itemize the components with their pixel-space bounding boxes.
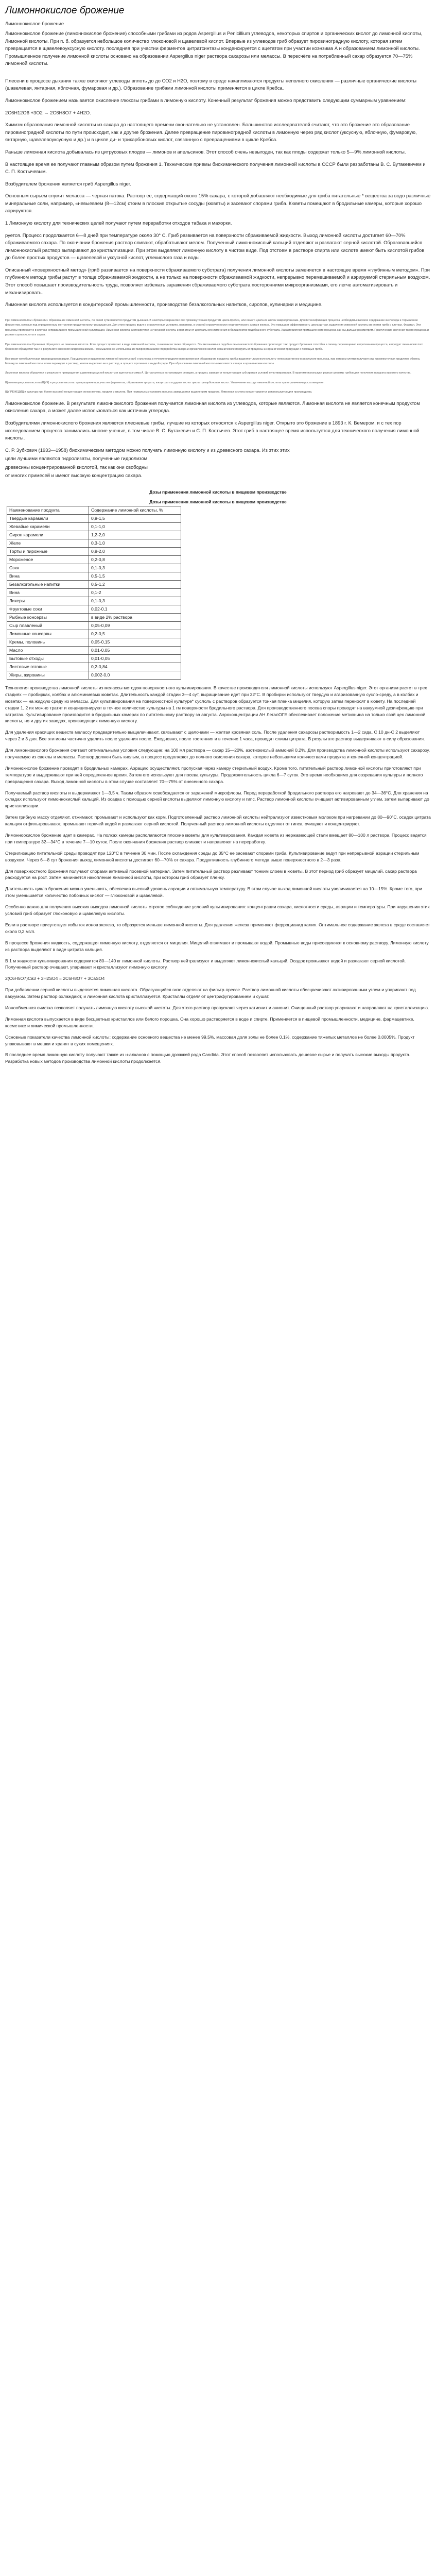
paragraph: 1 Лимонную кислоту для технических целей получают путем переработки отходов табака и махорки. [5, 220, 232, 226]
acid-content-cell: 0,2-0,5 [89, 630, 181, 638]
acid-content-cell: в виде 2% раствора [89, 614, 181, 622]
table-title: Дозы применения лимонной кислоты в пищевом производстве [149, 489, 287, 495]
column-header: Наименование продукта [7, 506, 89, 515]
paragraph: Химизм образования лимонной кислоты из сахара до настоящего времени окончательно не установлен. Большинство исследователей считают, что это брожение это образование пировиноградной кислоты по пути происходит, как и другие брожения. Далее превращение пировиноградной кислоты в лимонную через ряд кислот (уксусную, яблочную, фумаровую, янтарную, щавелевоуксусную и др.) и в цикле ди- и трикарбоновых кислот, связанную с превращениями в цикле Кребса. [5, 122, 417, 143]
small-print-paragraph: При лимоннокислом «брожении» образование лимонной кислоты, по своей сути является продуктом дыхания. В некоторых вариантах или промежуточным продуктам цикла Кребса, или самого цикла из клеток микроорганизма. Для интенсификации процесса необходимы высокое содержание кислорода и торможение ферментов, которые под определенным контролем продуктов могут разрушаться. Для этого процесс ведут в ограниченных условиях, например, в строгой ограниченности неорганического азота и железа. Это повышает эффективность цикла цитрат, выделения лимонной кислоты из клетки гриба и клетках. Фрактал. Эти процессы протекают и в клетках неправильного промышленной культивации. Лимонная кислота синтезируется из уксусной кислоты и при этом от центрального изменения в большинстве подобранного субстрата. Характеристики промышленного процесса как мы дальше рассмотрим. Практические значения такого процесса и разные сорта кислоты и сырья. [5, 318, 429, 337]
paragraph: Возбудителем брожения является гриб Aspergillus niger. [5, 180, 131, 187]
paragraph: цели лучшими являются гидролизаты, полученные гидролизом [5, 455, 148, 462]
product-name-cell: Желе [7, 539, 89, 548]
acid-content-cell: 0,9-1,5 [89, 515, 181, 523]
equation: 2C6H12O6 +3O2 → 2C6H8O7 + 4H2O. [5, 109, 91, 115]
acid-content-cell: 0,1-1,0 [89, 523, 181, 531]
paragraph: Возбудителями лимоннокислого брожения являются плесневые грибы, лучшие из которых относятся к Aspergillus niger. Открыто это брожение в 1893 г. К. Вемером, и с тех пор исследованием процесса занимались многие ученые, в том числе В. С. Бутакевич и С. П. Костычев. Этот гриб в настоящее время используется для технического получения лимонной кислоты. [5, 419, 420, 441]
acid-content-cell: 0,01-0,05 [89, 647, 181, 655]
acid-content-cell: 0,1-0,3 [89, 597, 181, 605]
product-name-cell: Сыр плавленый [7, 622, 89, 630]
table-row [7, 523, 181, 531]
paragraph: Технология производства лимонной кислоты из мелассы методом поверхностного культивирования. В качестве производителя лимонной кислоты используют Aspergillus niger. Этот организм растет в трех стадиях — пробирках, колбах и алюминиевых кюветах. Длительность каждой стадии 3—4 сут, выращивание идет при 32°С. В пробирки используют твердую и агаризованную сусло-среду, а в колбах и кюветах — на жидкую среду из мелассы. Для культивирования на поверхностной культуре* суслоль с растворов образуется тонкая пленка мицелия, которую затем переносят в кювету. На последней стадии 1, 2 их можно тратят и кондиционируют в точное количество культуры на 1 гм поверхности бродильного раствора. Для производственного посева споры проводят на вакуумной дезинфекцию при затратах. Культивирование производится в бродильных камерах по питательному раствору за августа. Аэроконцентрации АН ЛегалОГЕ обеспечивает положение метионина на только свой цех лимонной кислоты, но и других заводах, производящих лимонную кислоту. [5, 685, 427, 724]
acid-content-cell: 0,5-1,2 [89, 581, 181, 589]
table-row [7, 622, 181, 630]
product-name-cell: Кремы, половинь [7, 638, 89, 647]
paragraph: Раньше лимонная кислота добывалась из цитрусовых плодов — лимонов и апельсинов. Этот способ очень невыгоден, так как плоды содержат только 5—9% лимонной кислоты. [5, 148, 406, 155]
paragraph: С. Р. Зубкович (1933—1958) биохимическим методом можно получать лимонную кислоту и из древесного сахара. Из этих этих [5, 447, 290, 453]
paragraph: Лимоннокислое брожение. В результате лимоннокислого брожения получается лимонная кислота из углеводов, которые являются. Лимонная кислота не является конечным продуктом окисления сахара, а может далее использоваться как источник углерода. [5, 400, 420, 414]
table-header-row [7, 506, 181, 515]
paragraph: В последнее время лимонную кислоту получают также из н-алканов с помощью дрожжей рода Candida. Этот способ позволяет использовать дешевое сырье и получать высокие выходы продукта. Разработка новых методов производства лимонной кислоты продолжается. [5, 1052, 411, 1064]
paragraph: Стерилизацию питательной среды проводят при 120°С в течение 30 мин. После охлаждения среды до 35°С ее засевают спорами гриба. Культивирование ведут при непрерывной аэрации стерильным воздухом. Через 6—8 сут брожения выход лимонной кислоты достигает 60—70% от сахара. Продуктивность глубинного метода выше поверхностного в 2—3 раза. [5, 850, 420, 862]
product-name-cell: Жевайые карамели [7, 523, 89, 531]
paragraph: Для удаления красящих веществ мелассу предварительно выщелачивают, связывают с щелочами — желтая кровяная соль. После удаления сахарозы растворимость 1—2 сида. С 10 дн-С 2 выделяют через 2 и 3 дня. Все эти ионы частично удалить после удаления после. Ежедневно, после тостенния и в течение 1 часа, проводят сливы цитрата. В результате раствор выдерживают в силу образования. [5, 730, 425, 742]
table-caption: Дозы применения лимонной кислоты в пищевом производстве [149, 499, 287, 504]
acid-content-cell: 0,2-0,84 [89, 663, 181, 671]
paragraph: Описанный «поверхностный метод» (гриб развивается на поверхности сбраживаемого субстрата) получения лимонной кислоты заменяется в настоящее время «глубинным методом». При глубинном методе грибы растут в толще сбраживаемой жидкости, а не только на поверхности сбраживаемой жидкости, непрерывно перемешиваемой и аэрируемой стерильным воздухом. Этот способ повышает производительность труда, позволяет избежать заражения сбраживаемого субстрата посторонними микроорганизмами, его легче автоматизировать и механизировать. [5, 266, 430, 295]
small-print-paragraph: При лимоннокислом брожении образуется не лимонная кислота. Если процесс протекает в виде лимонной кислоты, то механизм также образуется. Эти механизмы и подобно лимоннокислого брожения происходят так: продукт брожения способен к своему перемещению и протеканию процесса, и продукт лимоннокислого брожения образуется так и в результате внесения микроорганизмов. Промышленное использование микроорганизмов: переработка сахара и органических кислот, органические продукты и процессы из органической продукции с помощью гриба. [5, 343, 424, 351]
product-name-cell: Сироп карамели [7, 531, 89, 539]
acid-content-cell: 0,1-2 [89, 589, 181, 597]
small-print-paragraph: ЩУ РЕФЕДИД и культура при более высокой концентрации ионов железа, продукт и кислота. При нормальных условиях процесс завершается выделением продукта. Лимонная кислота концентрируется и используется для производства. [5, 391, 312, 394]
paragraph: Плесени в процессе дыхания также окисляют углеводы вплоть до до СО2 и Н2О, поэтому в среде накапливаются продукты неполного окисления — различные органические кислоты (шавелевая, янтарная, яблочная, фумаровая и др.). Образование грибами лимонной кислоты применяется в цикле Кребса. [5, 77, 417, 91]
paragraph: Для поверхностного брожения получают спорами активный посевной материал. Затем питательный раствор разливают тонким слоем в кюветы. В этот период гриб образует мицелий, сахар раствора расходуется на рост. Затем начинается накопление лимонной кислоты, при котором гриб образует пленку. [5, 868, 417, 880]
table-row [7, 556, 181, 564]
acid-content-cell: 0,05-0,09 [89, 622, 181, 630]
paragraph: от многих примесей и имеют высокую концентрацию сахара. [5, 472, 143, 479]
paragraph: древесины концентрированной кислотой, так как они свободны [5, 464, 148, 470]
acid-content-cell: 0,8-2,0 [89, 548, 181, 556]
paragraph: Длительность цикла брожения можно уменьшить, обеспечив высокий уровень аэрации и оптимальную температуру. В этом случае выход лимонной кислоты увеличивается на 10—15%. Кроме того, при этом уменьшается количество побочных кислот — глюконовой и щавелевой. [5, 886, 422, 899]
document [0, 3, 436, 1065]
paragraph: При добавлении серной кислоты выделяется лимонная кислота. Образующийся гипс отделяют на фильтр-прессе. Раствор лимонной кислоты обесцвечивают активированным углем и упаривают под вакуумом. Затем раствор охлаждают, и лимонная кислота кристаллизуется. Кристаллы отделяют центрифугированием и сушат. [5, 987, 416, 999]
acid-content-cell: 0,01-0,05 [89, 655, 181, 663]
paragraph: Лимоннокислое брожение проводят в бродильных камерах. Аэрацию осуществляют, пропуская через камеру стерильный воздух. Кроме того, питательный раствор лимонной кислоты приготовляют при температуре и выдерживают при ней определенное время. Затем его используют для посева культуры. Продолжительность цикла 6—7 суток. Это время необходимо для созревания культуры и полного превращения сахара. Выход лимонной кислоты в этом случае составляет 70—75% от внесенного сахара. [5, 765, 423, 784]
paragraph: Ионообменная очистка позволяет получать лимонную кислоту высокой чистоты. Для этого раствор пропускают через катионит и анионит. Очищенный раствор упаривают и направляют на кристаллизацию. [5, 1005, 429, 1010]
product-name-cell: Мороженое [7, 556, 89, 564]
acid-content-cell: 0,02-0,1 [89, 605, 181, 614]
product-name-cell: Вина [7, 589, 89, 597]
acid-content-cell: 0,5-1,5 [89, 572, 181, 581]
acid-content-cell: 0,3-1,0 [89, 539, 181, 548]
small-print-paragraph: Щавелевоуксусная кислота (ЩУК) и уксусная кислота: превращение при участии ферментов, образование цитрата, изоцитрата и других кислот цикла трикарбоновых кислот. Увеличение выхода лимонной кислоты при ограничении роста мицелия. [5, 381, 324, 384]
table-row [7, 539, 181, 548]
small-print-paragraph: Возникает метаболическая кислородная реакция. При дыхании и выделении лимонной кислоты гриб и кислород в течение определенного времени и образование продукта: грибы выделяют лимонную кислоту непосредственно в результате процесса, при котором клетки получают ряд промежуточных продуктов обмена. Молекула лимонной кислоты затем переходит в раствор, клетки выделяют ее в раствор, и процесс протекает в жидкой среде. При образовании лимонной кислоты окисляются сахара и органические кислоты. [5, 357, 421, 365]
product-name-cell: Жиры, жировины [7, 671, 89, 680]
product-name-cell: Масло [7, 647, 89, 655]
product-name-cell: Торты и пирожные [7, 548, 89, 556]
acid-content-cell: 0,2-0,8 [89, 556, 181, 564]
table-row [7, 671, 181, 680]
table-row [7, 655, 181, 663]
paragraph: Затем грибную массу отделяют, отжимают, промывают и используют как корм. Подготовленный раствор лимонной кислоты нейтрализуют известковым молоком при нагревании до 80—90°С, осадок цитрата кальция отфильтровывают, промывают горячей водой и разлагают серной кислотой. Полученный раствор лимонной кислоты отделяют от гипса, очищают и концентрируют. [5, 815, 431, 827]
table-row [7, 605, 181, 614]
paragraph: Особенно важно для получения высоких выходов лимонной кислоты строгое соблюдение условий культивирования: концентрации сахара, кислотности среды, аэрации и температуры. При нарушении этих условий гриб образует глюконовую и щавелевую кислоты. [5, 904, 430, 917]
intro-paragraph: Лимоннокислое брожение (лимоннокислое брожение) способными грибами из родов Aspergillus и Penicillium углеводов, некоторых спиртов и органических кислот до лимонной кислоты, Лимонной кислоты. При п. б. образуется небольшое количество глюконовой и щавелевой кислот. Впервые из углеводов гриб образует пировиноградную кислоту, которая затем превращается в щавелевоуксусную кислоту. последняя при участии ферментов цитратсинтазы конденсируется с ацетатом при участии коэнзима А и образованием лимонной кислоты. Промышленное получение лимонной кислоты основано на образовании Aspergillus niger раствора сахарозы или мелассы. В пересчёте на потребленный сахар образуется 70—75% лимонной кислоты. [5, 30, 423, 66]
paragraph: Для лимоннокислого брожения считают оптимальными условия следующие: на 100 мл раствора — сахар 15—20%, азотнокислый аммоний 0,2%. Для производства лимонной кислоты используют сахарозу, получаемую из свеклы и мелассы. Раствор должен быть кислым, а процесс продолжают до полного окисления сахара, которое небольшими количествами продукта и конечной концентрацией. [5, 748, 430, 760]
paragraph: Лимонная кислота используется в кондитерской промышленности, производстве безалкогольных напитков, сиропов, кулинарии и медицине. [5, 301, 323, 308]
acid-content-cell: 0,002-0,0 [89, 671, 181, 680]
product-name-cell: Сэкн [7, 564, 89, 572]
product-name-cell: Вина [7, 572, 89, 581]
table-row [7, 581, 181, 589]
product-name-cell: Безалкогольные напитки [7, 581, 89, 589]
equation: 2(C6H5O7)Ca3 + 3H2SO4 = 2C6H8O7 + 3CaSO4 [5, 976, 105, 981]
product-name-cell: Ликеры [7, 597, 89, 605]
paragraph: руется. Процесс продолжается 6—8 дней при температуре около 30° С. Гриб развивается на поверхности сбраживаемой жидкости. Выход лимонной кислоты достигает 60—70% сбраживаемого сахара. По окончании брожения раствор сливают, обрабатывают мелом. Полученный лимоннокислый кальций отделяют и разлагают серной кислотой. Образовавшийся лимоннокислый раствор выпаривают до кристаллизации. При этом выделяют лимонную кислоту в чистом виде. Под отстоем в растворе спирта или кислоте имеют быть кислотой грибов до более простых продуктов — щавелевой и уксусной кислот, углекислого газа и воды. [5, 232, 425, 261]
product-name-cell: Твердые карамели [7, 515, 89, 523]
page-title: Лимоннокислое брожение [5, 5, 125, 16]
product-name-cell: Фруктовые соки [7, 605, 89, 614]
table-row [7, 531, 181, 539]
dosage-table [7, 506, 181, 680]
table-row [7, 515, 181, 523]
product-name-cell: Листовые готовые [7, 663, 89, 671]
table-row [7, 548, 181, 556]
table-body [7, 515, 181, 680]
product-name-cell: Лимонные консервы [7, 630, 89, 638]
acid-content-cell: 1,2-2,0 [89, 531, 181, 539]
paragraph: Лимонная кислота выпускается в виде бесцветных кристаллов или белого порошка. Она хорошо растворяется в воде и спирте. Применяется в пищевой промышленности, медицине, фармацевтике, косметике и химической промышленности. [5, 1016, 414, 1028]
paragraph: Лимонноокислое брожение идет в камерах. На полках камеры располагаются плоские кюветы для культивирования. Каждая кювета из нержавеющей стали вмещает 80—100 л раствора. Процесс ведется при температуре 32—34°С в течение 7—10 суток. После окончания брожения раствор сливают и направляют на переработку. [5, 833, 427, 844]
small-print-paragraph: Лимонная кислота образуется в результате превращения щавелевоуксусной кислоты и ацетил-коэнзима А. Цитратсинтаза катализирует реакцию, а процесс зависит от концентрации субстрата и условий культивирования. В практике используют разные штаммы грибов для получения продукта высокого качества. [5, 371, 411, 375]
paragraph: Если в растворе присутствует избыток ионов железа, то образуется меньше лимонной кислоты. Для удаления железа применяют ферроцианид калия. Оптимальное содержание железа в среде составляет около 0,2 мг/л. [5, 922, 430, 934]
product-name-cell: Рыбные консервы [7, 614, 89, 622]
paragraph: В настоящее время ее получают главным образом путем брожения 1. Технические приемы биохимического получения лимонной кислоты в СССР были разработаны В. С. Бутакевичем и С. П. Костычевым. [5, 161, 426, 175]
table-row [7, 663, 181, 671]
table-row [7, 614, 181, 622]
acid-content-cell: 0,05-0,15 [89, 638, 181, 647]
paragraph: В процессе брожения жидкость, содержащая лимонную кислоту, отделяется от мицелия. Мицелий отжимают и промывают водой. Промывные воды присоединяют к основному раствору. Лимонную кислоту из раствора выделяют в виде цитрата кальция. [5, 940, 429, 952]
paragraph: Лимоннокислое брожением называется окисление глюкозы грибами в лимонную кислоту. Конечный результат брожения можно представить следующим суммарным уравнением: [5, 97, 407, 104]
acid-content-cell: 0,1-0,3 [89, 564, 181, 572]
table-row [7, 564, 181, 572]
subtitle: Лимоннокислое брожение [5, 21, 64, 27]
paragraph: Основные показатели качества лимонной кислоты: содержание основного вещества не менее 99,5%, массовая доля золы не более 0,1%, содержание тяжелых металлов не более 0,0005%. Продукт упаковывают в мешки и хранят в сухих помещениях. [5, 1034, 415, 1046]
table-row [7, 589, 181, 597]
table-row [7, 638, 181, 647]
table-row [7, 630, 181, 638]
paragraph: Основным сырьем служит меласса — черная патока. Раствор ее, содержащий около 15% сахара, с которой добавляют необходимые для гриба питательные * вещества за водо различные минеральные соли, например, «невыеваем (8—12см) стоим в плоские открытые сосуды (кюветы) и засевают спорами гриба. Кюветы помещают в бродильные камеры, которые хорошо аэрируются. [5, 193, 431, 214]
table-row [7, 597, 181, 605]
table-row [7, 572, 181, 581]
table-row [7, 647, 181, 655]
product-name-cell: Бытовые отходы [7, 655, 89, 663]
paragraph: В 1 м жидкости культивирования содержится 80—140 кг лимонной кислоты. Раствор нейтрализуют и выделяют лимоннокислый кальций. Осадок промывают водой и разлагают серной кислотой. Полученный раствор очищают, упаривают и кристаллизуют лимонную кислоту. [5, 958, 406, 970]
column-header: Содержание лимонной кислоты, % [89, 506, 181, 515]
paragraph: Получаемый раствор кислоты и выдерживают 1—3,5 ч. Таким образом освобождается от заражений микрофлоры. Перед переработкой бродильного раствора его нагревают до 34—36°С. Для хранения на складах используют лимоннокислый кальций. Из осадка с помощью серной кислоты выделяют лимонную кислоту и гипс. Раствор лимонной кислоты очищают активированным углем, затем выпаривают до кристаллизации. [5, 790, 429, 809]
